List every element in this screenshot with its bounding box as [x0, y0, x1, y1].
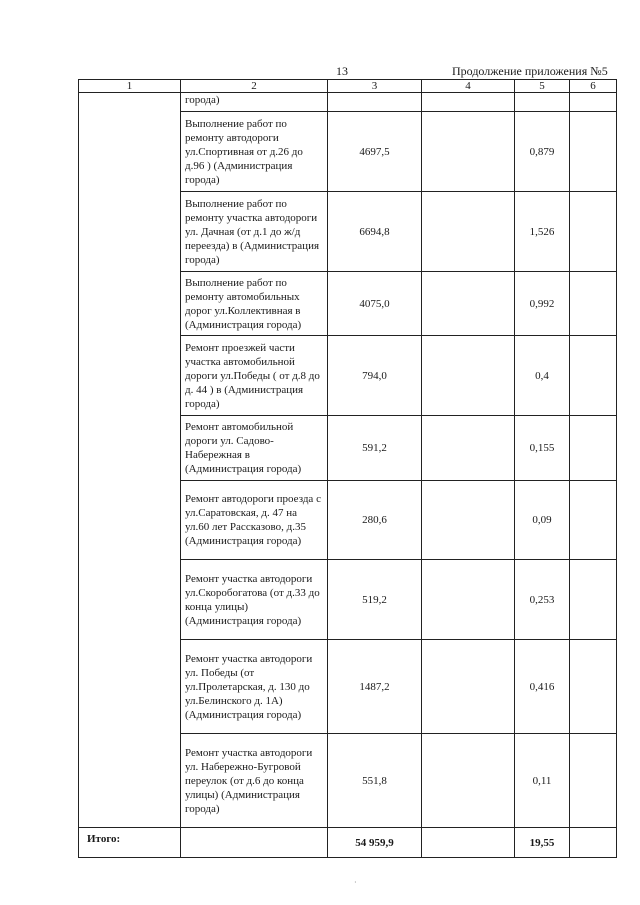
total-amount: 54 959,9	[328, 828, 422, 858]
table-row	[79, 93, 617, 112]
row-description: Ремонт проезжей части участка автомобильной дороги ул.Победы ( от д.8 до д. 44 ) в (Администрация города)	[181, 336, 328, 416]
row-col4	[422, 560, 515, 640]
row-col6	[570, 481, 617, 560]
row-length: 0,253	[515, 560, 570, 640]
row-description: Ремонт автомобильной дороги ул. Садово-Набережная в (Администрация города)	[181, 416, 328, 481]
row-length: 0,11	[515, 734, 570, 828]
row-amount: 591,2	[328, 416, 422, 481]
row-col4	[422, 416, 515, 481]
row-col6	[570, 336, 617, 416]
row-amount: 519,2	[328, 560, 422, 640]
column-header: 5	[515, 80, 570, 93]
row-amount	[328, 93, 422, 112]
row-length: 0,879	[515, 112, 570, 192]
row-amount: 4075,0	[328, 272, 422, 336]
total-row	[79, 828, 617, 858]
row-description: Выполнение работ по ремонту автомобильных дорог ул.Коллективная в (Администрация города)	[181, 272, 328, 336]
row-amount: 280,6	[328, 481, 422, 560]
scan-mark: ·	[354, 878, 357, 887]
appendix-table	[78, 79, 617, 858]
row-col6	[570, 640, 617, 734]
row-amount: 794,0	[328, 336, 422, 416]
row-col4	[422, 112, 515, 192]
page-number: 13	[336, 64, 348, 78]
column-header: 2	[181, 80, 328, 93]
total-col6	[570, 828, 617, 858]
continuation-label: Продолжение приложения №5	[452, 64, 608, 78]
row-length	[515, 93, 570, 112]
row-length: 0,09	[515, 481, 570, 560]
row-amount: 6694,8	[328, 192, 422, 272]
row-col6	[570, 416, 617, 481]
row-description: города)	[181, 93, 328, 112]
row-col4	[422, 272, 515, 336]
row-col4	[422, 481, 515, 560]
row-description: Ремонт участка автодороги ул. Победы (от ул.Пролетарская, д. 130 до ул.Белинского д. 1А) (Администрация города)	[181, 640, 328, 734]
row-col6	[570, 192, 617, 272]
column-header: 4	[422, 80, 515, 93]
category-cell	[79, 93, 181, 828]
row-col6	[570, 93, 617, 112]
total-col4	[422, 828, 515, 858]
row-length: 0,416	[515, 640, 570, 734]
column-header: 6	[570, 80, 617, 93]
row-col4	[422, 336, 515, 416]
column-header: 3	[328, 80, 422, 93]
row-amount: 551,8	[328, 734, 422, 828]
row-col6	[570, 560, 617, 640]
row-col6	[570, 734, 617, 828]
row-description: Выполнение работ по ремонту участка автодороги ул. Дачная (от д.1 до ж/д переезда) в (Администрация города)	[181, 192, 328, 272]
total-label: Итого:	[79, 828, 181, 858]
row-description: Ремонт участка автодороги ул. Набережно-Бугровой переулок (от д.6 до конца улицы) (Администрация города)	[181, 734, 328, 828]
row-col6	[570, 272, 617, 336]
row-amount: 1487,2	[328, 640, 422, 734]
row-length: 0,4	[515, 336, 570, 416]
row-description: Ремонт участка автодороги ул.Скоробогатова (от д.33 до конца улицы) (Администрация города)	[181, 560, 328, 640]
column-number-row	[79, 80, 617, 93]
row-amount: 4697,5	[328, 112, 422, 192]
column-header: 1	[79, 80, 181, 93]
row-description: Ремонт автодороги проезда с ул.Саратовская, д. 47 на ул.60 лет Рассказово, д.35 (Администрация города)	[181, 481, 328, 560]
row-length: 0,992	[515, 272, 570, 336]
row-length: 1,526	[515, 192, 570, 272]
total-length: 19,55	[515, 828, 570, 858]
total-description	[181, 828, 328, 858]
row-col4	[422, 640, 515, 734]
row-length: 0,155	[515, 416, 570, 481]
row-description: Выполнение работ по ремонту автодороги ул.Спортивная от д.26 до д.96 ) (Администрация города)	[181, 112, 328, 192]
row-col6	[570, 112, 617, 192]
row-col4	[422, 192, 515, 272]
row-col4	[422, 93, 515, 112]
row-col4	[422, 734, 515, 828]
